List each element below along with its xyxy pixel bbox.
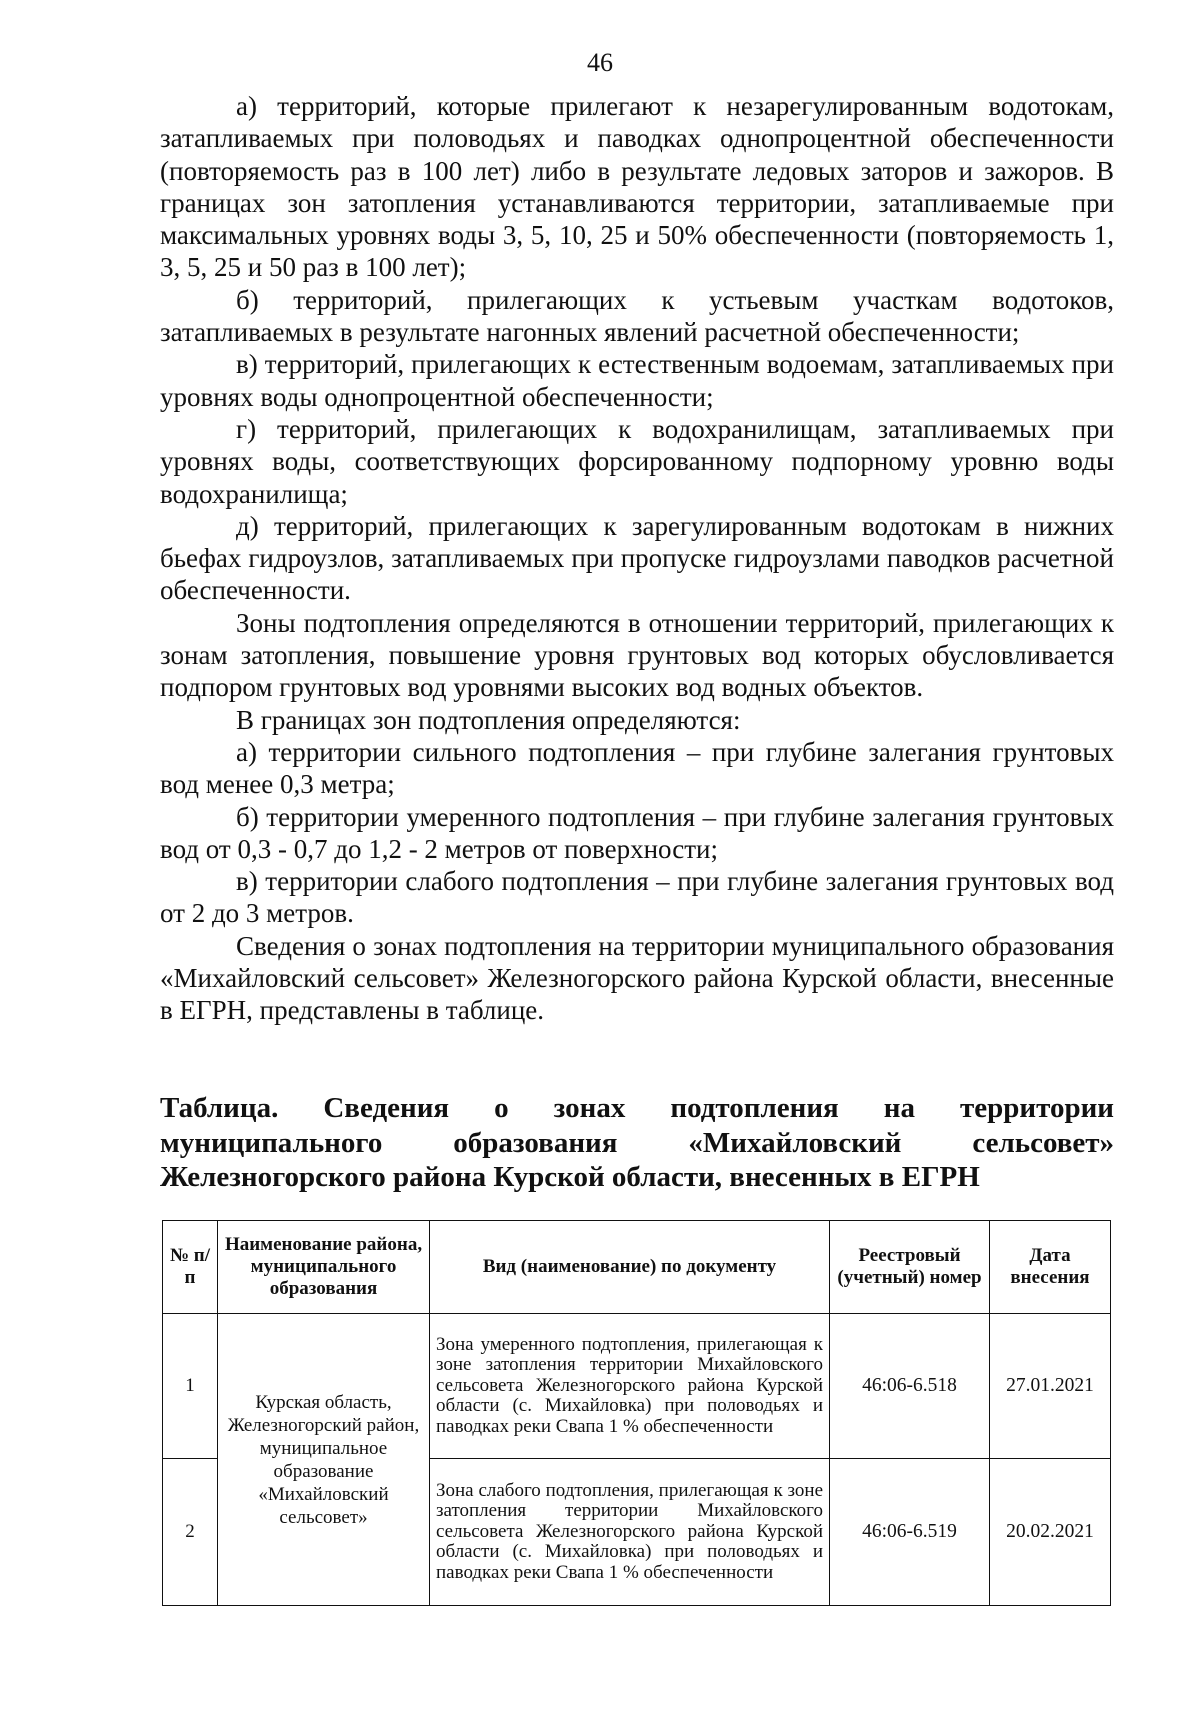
reg-number-cell: 46:06-6.519 xyxy=(830,1459,990,1606)
paragraph: б) территории умеренного подтопления – при глубине залегания грунтовых вод от 0,3 - 0,7 до 1,2 - 2 метров от поверхности; xyxy=(160,801,1114,864)
reg-number-cell: 46:06-6.518 xyxy=(830,1314,990,1459)
row-number: 2 xyxy=(163,1459,218,1606)
table-row xyxy=(163,1314,1111,1459)
paragraph: Зоны подтопления определяются в отношении территорий, прилегающих к зонам затопления, повышение уровня грунтовых вод которых обусловливается подпором грунтовых вод уровнями высоких вод водных объектов. xyxy=(160,607,1114,703)
paragraph: д) территорий, прилегающих к зарегулированным водотокам в нижних бьефах гидроузлов, затапливаемых при пропуске гидроузлами паводков расчетной обеспеченности. xyxy=(160,510,1114,606)
column-header-number: № п/п xyxy=(163,1221,218,1314)
paragraph: а) территории сильного подтопления – при глубине залегания грунтовых вод менее 0,3 метра; xyxy=(160,736,1114,800)
district-cell: Курская область, Железногорский район, муниципальное образование «Михайловский сельсовет» xyxy=(218,1314,430,1606)
paragraph: г) территорий, прилегающих к водохранилищам, затапливаемых при уровнях воды, соответствующих форсированному подпорному уровню воды водохранилища; xyxy=(160,413,1114,509)
table-caption: Таблица. Сведения о зонах подтопления на территории муниципального образования «Михайловский сельсовет» Железногорского района Курской области, внесенных в ЕГРН xyxy=(160,1092,1114,1193)
column-header-description: Вид (наименование) по документу xyxy=(430,1221,830,1314)
column-header-date: Дата внесения xyxy=(990,1221,1111,1314)
table-header-row xyxy=(163,1221,1111,1314)
description-cell: Зона умеренного подтопления, прилегающая к зоне затопления территории Михайловского сельсовета Железногорского района Курской области (с. Михайловка) при половодьях и паводках реки Свапа 1 % обеспеченности xyxy=(430,1314,830,1459)
flood-zones-table xyxy=(162,1220,1111,1606)
date-cell: 20.02.2021 xyxy=(990,1459,1111,1606)
column-header-reg-number: Реестровый (учетный) номер xyxy=(830,1221,990,1314)
page-number: 46 xyxy=(587,48,613,77)
row-number: 1 xyxy=(163,1314,218,1459)
date-cell: 27.01.2021 xyxy=(990,1314,1111,1459)
paragraph: Сведения о зонах подтопления на территории муниципального образования «Михайловский сельсовет» Железногорского района Курской области, внесенные в ЕГРН, представлены в таблице. xyxy=(160,930,1114,1026)
paragraph: б) территорий, прилегающих к устьевым участкам водотоков, затапливаемых в результате нагонных явлений расчетной обеспеченности; xyxy=(160,284,1114,348)
paragraph: В границах зон подтопления определяются: xyxy=(236,704,741,735)
body-text xyxy=(160,90,1114,1027)
column-header-district: Наименование района, муниципального образования xyxy=(218,1221,430,1314)
description-cell: Зона слабого подтопления, прилегающая к зоне затопления территории Михайловского сельсовета Железногорского района Курской области (с. Михайловка) при половодьях и паводках реки Свапа 1 % обеспеченности xyxy=(430,1459,830,1606)
paragraph: в) территорий, прилегающих к естественным водоемам, затапливаемых при уровнях воды однопроцентной обеспеченности; xyxy=(160,349,1114,412)
paragraph: а) территорий, которые прилегают к незарегулированным водотокам, затапливаемых при половодьях и паводках однопроцентной обеспеченности (повторяемость раз в 100 лет) либо в результате ледовых заторов и зажоров. В границах зон затопления устанавливаются территории, затапливаемые при максимальных уровнях воды 3, 5, 10, 25 и 50% обеспеченности (повторяемость 1, 3, 5, 25 и 50 раз в 100 лет); xyxy=(160,91,1114,283)
paragraph: в) территории слабого подтопления – при глубине залегания грунтовых вод от 2 до 3 метров. xyxy=(160,866,1114,929)
